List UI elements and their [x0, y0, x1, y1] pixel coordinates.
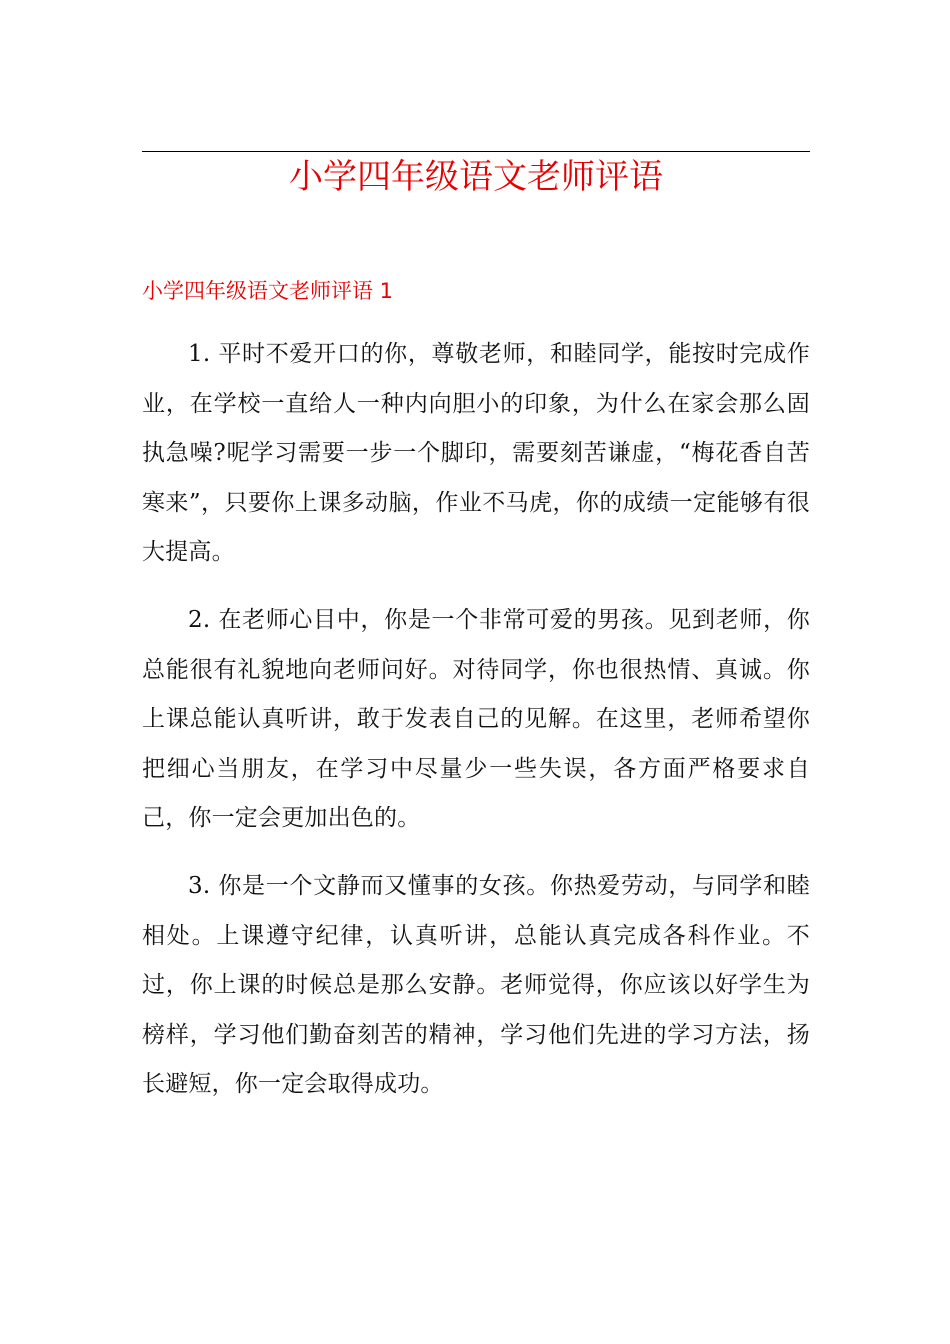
section-heading: 小学四年级语文老师评语 1 — [142, 279, 394, 303]
comment-paragraph-2: 2. 在老师心目中，你是一个非常可爱的男孩。见到老师，你总能很有礼貌地向老师问好。对待同学，你也很热情、真诚。你上课总能认真听讲，敢于发表自己的见解。在这里，老师希望你把细心当朋友，在学习中尽量少一些失误，各方面严格要求自己，你一定会更加出色的。 — [142, 607, 810, 831]
document-title: 小学四年级语文老师评语 — [289, 157, 663, 197]
comment-paragraph-1: 1. 平时不爱开口的你，尊敬老师，和睦同学，能按时完成作业，在学校一直给人一种内向胆小的印象，为什么在家会那么固执急噪?呢学习需要一步一个脚印，需要刻苦谦虚，“梅花香自苦寒来”，只要你上课多动脑，作业不马虎，你的成绩一定能够有很大提高。 — [142, 341, 810, 565]
comment-paragraph-3: 3. 你是一个文静而又懂事的女孩。你热爱劳动，与同学和睦相处。上课遵守纪律，认真听讲，总能认真完成各科作业。不过，你上课的时候总是那么安静。老师觉得，你应该以好学生为榜样，学习他们勤奋刻苦的精神，学习他们先进的学习方法，扬长避短，你一定会取得成功。 — [142, 873, 810, 1097]
